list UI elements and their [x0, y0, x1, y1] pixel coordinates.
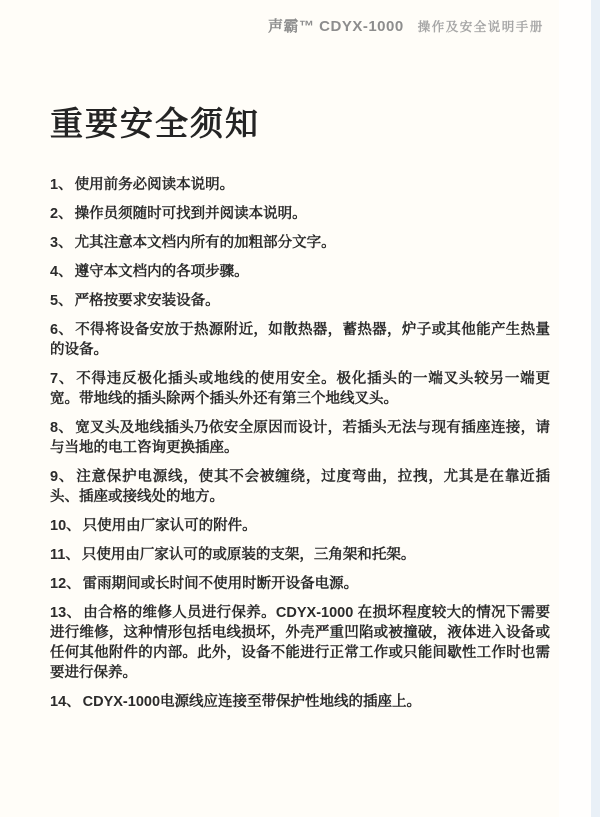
item-number: 4、	[50, 264, 73, 280]
list-item	[50, 516, 550, 536]
item-number: 7、	[50, 371, 75, 387]
item-number: 10、	[50, 518, 81, 534]
item-text: 严格按要求安装设备。	[74, 293, 220, 309]
item-number: 8、	[50, 420, 74, 436]
list-item	[50, 175, 550, 195]
page-header	[268, 15, 544, 36]
item-text: 只使用由厂家认可的或原装的支架，三角架和托架。	[81, 547, 416, 563]
list-item	[50, 418, 550, 458]
item-text: 不得违反极化插头或地线的使用安全。极化插头的一端叉头较另一端更宽。带地线的插头除两个插头外还有第三个地线叉头。	[50, 371, 550, 407]
list-item	[50, 545, 550, 565]
list-item	[50, 692, 550, 712]
list-item	[50, 233, 550, 253]
list-item	[50, 467, 550, 507]
page-title: 重要安全须知	[50, 105, 260, 142]
item-text: 不得将设备安放于热源附近，如散热器，蓄热器，炉子或其他能产生热量的设备。	[50, 322, 550, 358]
item-number: 3、	[50, 235, 73, 251]
list-item	[50, 262, 550, 282]
item-text: 使用前务必阅读本说明。	[74, 177, 235, 193]
header-subtitle: 操作及安全说明手册	[417, 20, 544, 34]
item-text: 遵守本文档内的各项步骤。	[74, 264, 249, 280]
list-item	[50, 291, 550, 311]
item-number: 2、	[50, 206, 73, 222]
safety-instructions-list	[50, 175, 550, 712]
item-text: 只使用由厂家认可的附件。	[82, 518, 257, 534]
item-text: 宽叉头及地线插头乃依安全原因而设计，若插头无法与现有插座连接，请与当地的电工咨询更换插座。	[50, 420, 550, 456]
item-text: 尤其注意本文档内所有的加粗部分文字。	[74, 235, 336, 251]
item-number: 9、	[50, 469, 75, 485]
item-number: 14、	[50, 694, 81, 710]
item-text: 注意保护电源线，使其不会被缠绕，过度弯曲，拉拽，尤其是在靠近插头、插座或接线处的地方。	[50, 469, 550, 505]
item-number: 6、	[50, 322, 74, 338]
item-number: 13、	[50, 605, 82, 621]
item-text: CDYX-1000电源线应连接至带保护性地线的插座上。	[82, 694, 422, 710]
list-item	[50, 204, 550, 224]
list-item	[50, 320, 550, 360]
item-text: 操作员须随时可找到并阅读本说明。	[74, 206, 307, 222]
item-text: 由合格的维修人员进行保养。CDYX-1000 在损坏程度较大的情况下需要进行维修，这种情形包括电线损坏，外壳严重凹陷或被撞破，液体进入设备或任何其他附件的内部。此外，设备不能进行正常工作或只能间歇性工作时也需要进行保养。	[50, 605, 550, 681]
item-number: 11、	[50, 547, 80, 563]
item-number: 5、	[50, 293, 73, 309]
page-edge-highlight	[559, 0, 591, 817]
item-number: 12、	[50, 576, 81, 592]
list-item	[50, 369, 550, 409]
brand-name: 声霸™ CDYX-1000	[268, 18, 404, 35]
item-text: 雷雨期间或长时间不使用时断开设备电源。	[82, 576, 359, 592]
item-number: 1、	[50, 177, 73, 193]
list-item	[50, 574, 550, 594]
page-edge-strip	[591, 0, 600, 817]
list-item	[50, 603, 550, 683]
